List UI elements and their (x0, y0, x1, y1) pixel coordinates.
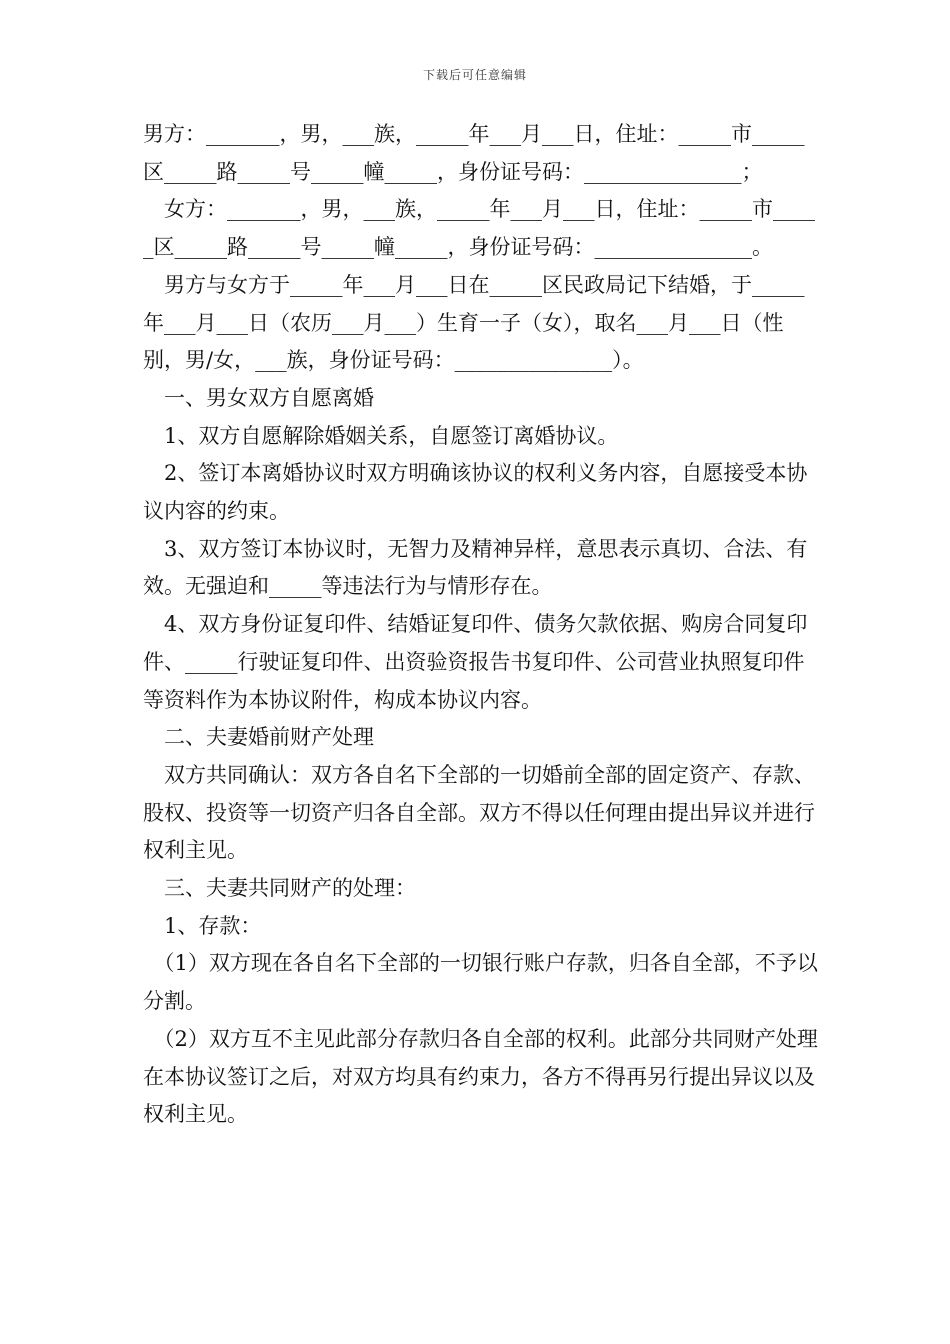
clause-4-attachments: 4、双方身份证复印件、结婚证复印件、债务欠款依据、购房合同复印件、_____行驶证复印件、出资验资报告书复印件、公司营业执照复印件等资料作为本协议附件，构成本协议内容。 (143, 612, 808, 712)
clause-3-legal-capacity: 3、双方签订本协议时，无智力及精神异样，意思表示真切、合法、有效。无强迫和_____等违法行为与情形存在。 (143, 536, 808, 599)
deposit-item-2: （2）双方互不主见此部分存款归各自全部的权利。此部分共同财产处理在本协议签订之后，对双方均具有约束力，各方不得再另行提出异议以及权利主见。 (143, 1026, 818, 1127)
paragraph-male-party-info: 男方：_______，男，___族，_____年___月___日，住址：_____市_____区_____路_____号_____幢_____，身份证号码：_______________； (143, 122, 805, 184)
section-heading-voluntary-divorce: 一、男女双方自愿离婚 (143, 385, 374, 410)
agreement-body (143, 116, 823, 1134)
deposit-item-1: （1）双方现在各自名下全部的一切银行账户存款，归各自全部，不予以分割。 (143, 951, 818, 1014)
clause-2-rights-obligations: 2、签订本离婚协议时双方明确该协议的权利义务内容，自愿接受本协议内容的约束。 (143, 461, 808, 524)
paragraph-premarital-property: 双方共同确认：双方各自名下全部的一切婚前全部的固定资产、存款、股权、投资等一切资产归各自全部。双方不得以任何理由提出异议并进行权利主见。 (143, 762, 815, 863)
section-heading-joint-property: 三、夫妻共同财产的处理： (143, 876, 416, 901)
clause-1-dissolve-marriage: 1、双方自愿解除婚姻关系，自愿签订离婚协议。 (143, 423, 619, 448)
page-header-note: 下载后可任意编辑 (422, 68, 527, 82)
paragraph-marriage-and-child: 男方与女方于_____年___月___日在_____区民政局记下结婚，于_____年___月___日（农历___月___）生育一子（女），取名___月___日（性别，男/女，___族，身份证号码：_______________）。 (143, 272, 805, 373)
section-heading-premarital-property: 二、夫妻婚前财产处理 (143, 725, 374, 750)
paragraph-female-party-info: 女方：_______，男，___族，_____年___月___日，住址：_____市_____区_____路_____号_____幢_____，身份证号码：_______________。 (143, 197, 815, 260)
subheading-deposits: 1、存款： (143, 913, 262, 938)
